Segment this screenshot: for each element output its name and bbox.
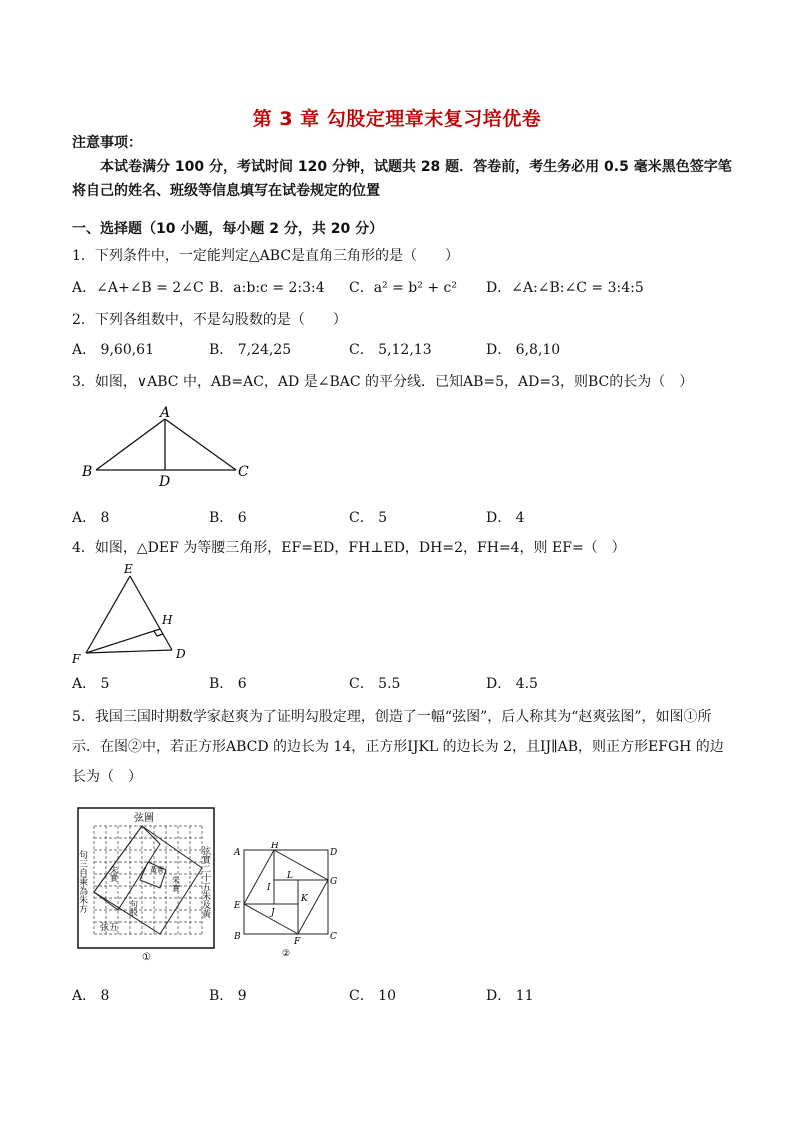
label-f: F (72, 652, 81, 666)
option-c: C． 5.5 (349, 676, 401, 692)
bottom-label: 弦五 (100, 923, 119, 933)
segment-ab (96, 419, 165, 470)
option-a: A． 8 (72, 988, 110, 1004)
left-label: 句三自乘為朱方 (77, 850, 87, 913)
label-e: E (234, 901, 241, 911)
option-b: B． 6 (209, 510, 247, 526)
label-k: K (301, 894, 308, 904)
label-a: A (234, 848, 241, 858)
option-b: B．a:b:c = 2:3:4 (209, 280, 325, 296)
question-5-options (72, 986, 732, 1006)
question-1-options (72, 278, 732, 298)
label-c: C (238, 464, 249, 480)
question-2-options (72, 340, 732, 360)
option-d: D． 6,8,10 (486, 342, 561, 358)
option-d: D． 11 (486, 988, 534, 1004)
segment-fd (86, 650, 172, 653)
page-title: 第 3 章 勾股定理章末复习培优卷 (252, 108, 542, 130)
question-5-stem: 5．我国三国时期数学家赵爽为了证明勾股定理，创造了一幅“弦图”，后人称其为“赵爽弦图”，如图①所示．在图②中，若正方形ABCD 的边长为 14，正方形IJKL 的边长为 2，且IJ∥AB，则正方形EFGH 的边长为（ ） (72, 709, 724, 785)
section-heading: 一、选择题（10 小题，每小题 2 分，共 20 分） (72, 221, 384, 237)
square-efgh (244, 850, 328, 934)
option-c: C． 5,12,13 (349, 342, 432, 358)
option-c: C． 5 (349, 510, 388, 526)
label-d: D (159, 474, 171, 490)
question-3-stem: 3．如图，∨ABC 中，AB=AC，AD 是∠BAC 的平分线．已知AB=5，AD=3，则BC的长为（ ） (72, 374, 694, 390)
figure-caption: ① (142, 952, 151, 962)
option-d: D． 4 (486, 510, 525, 526)
option-b: B． 7,24,25 (209, 342, 292, 358)
label-d: D (330, 848, 338, 858)
option-c: C． 10 (349, 988, 396, 1004)
label-j: J (271, 908, 275, 918)
inner-label: 句股 (129, 900, 139, 916)
label-a: A (160, 405, 171, 421)
label-h: H (162, 613, 173, 627)
inner-label: 朱實 (171, 876, 181, 892)
label-i: I (267, 883, 271, 893)
option-b: B． 6 (209, 676, 247, 692)
question-5-figure-2 (230, 842, 340, 960)
label-f: F (294, 937, 301, 947)
inner-label: 黃實 (150, 866, 164, 874)
option-c: C．a² = b² + c² (349, 280, 457, 296)
label-d: D (176, 647, 186, 661)
notice-heading: 注意事项： (72, 135, 142, 151)
question-1-stem: 1．下列条件中，一定能判定△ABC是直角三角形的是（ ） (72, 248, 460, 264)
option-b: B． 9 (209, 988, 247, 1004)
option-a: A． 9,60,61 (72, 342, 154, 358)
square-abcd (244, 850, 328, 934)
question-5-figure-1 (76, 806, 220, 962)
label-e: E (124, 562, 133, 576)
right-label: 弦實二十五朱及黃 (200, 846, 210, 918)
inner-label: 朱實 (109, 866, 119, 882)
question-2-stem: 2．下列各组数中，不是勾股数的是（ ） (72, 312, 347, 328)
label-b: B (234, 932, 241, 942)
option-a: A． 8 (72, 510, 110, 526)
label-l: L (287, 871, 293, 881)
option-d: D．∠A:∠B:∠C = 3:4:5 (486, 280, 644, 296)
label-g: G (330, 877, 338, 887)
question-4-stem: 4．如图，△DEF 为等腰三角形，EF=ED，FH⊥ED，DH=2，FH=4，则 EF=（ ） (72, 540, 626, 556)
question-3-figure (78, 404, 258, 492)
top-label: 弦圖 (134, 813, 154, 824)
figure-caption: ② (282, 949, 291, 959)
option-d: D． 4.5 (486, 676, 538, 692)
label-c: C (330, 932, 337, 942)
label-b: B (82, 464, 93, 480)
question-4-figure (66, 562, 196, 668)
option-a: A．∠A+∠B = 2∠C (72, 280, 204, 296)
option-a: A． 5 (72, 676, 110, 692)
segment-ac (165, 419, 236, 470)
question-3-options (72, 508, 732, 528)
label-h: H (271, 842, 279, 851)
notice-body: 本试卷满分 100 分，考试时间 120 分钟，试题共 28 题．答卷前，考生务必用 0.5 毫米黑色签字笔将自己的姓名、班级等信息填写在试卷规定的位置 (72, 159, 732, 199)
question-4-options (72, 674, 732, 694)
